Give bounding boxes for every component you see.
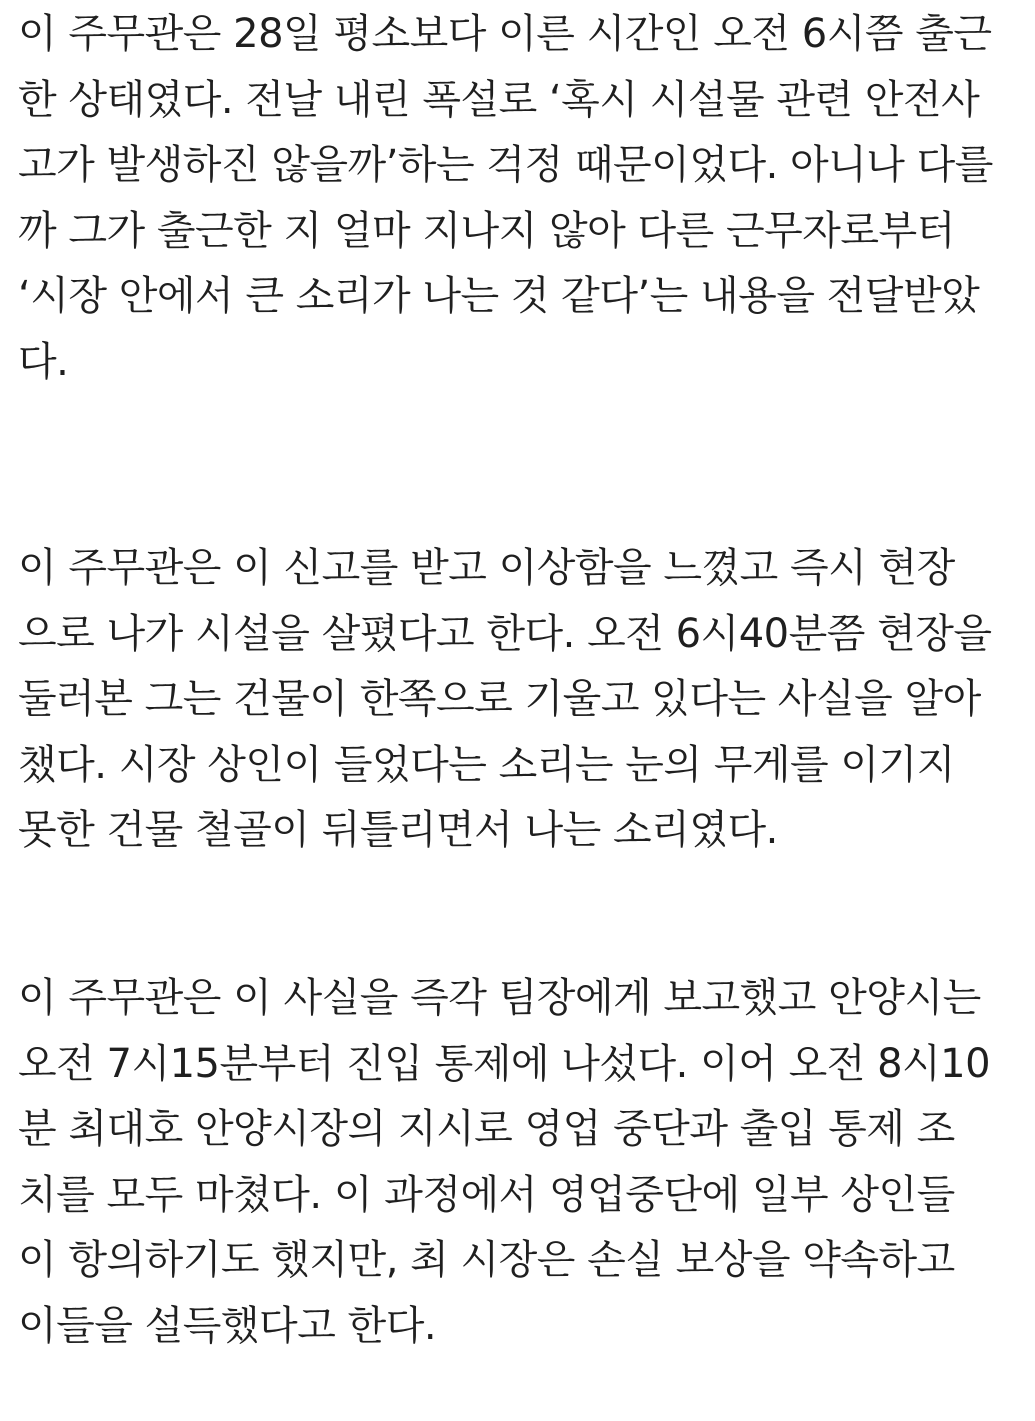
text-line: 못한 건물 철골이 뒤틀리면서 나는 소리였다. [18,807,778,853]
paragraph-2 [18,536,992,864]
text-line: 치를 모두 마쳤다. 이 과정에서 영업중단에 일부 상인들 [18,1171,955,1218]
text-line: 이들을 설득했다고 한다. [18,1302,437,1349]
text-line: 이 항의하기도 했지만, 최 시장은 손실 보상을 약속하고 [18,1237,955,1283]
paragraph-3 [18,966,990,1359]
text-line: 분 최대호 안양시장의 지시로 영업 중단과 출입 통제 조 [18,1106,955,1152]
text-line: 고가 발생하진 않을까’하는 걱정 때문이었다. 아니나 다를 [18,142,993,188]
paragraph-1 [18,2,993,395]
text-line: 한 상태였다. 전날 내린 폭설로 ‘혹시 시설물 관련 안전사 [18,76,980,123]
text-line: 둘러본 그는 건물이 한쪽으로 기울고 있다는 사실을 알아 [18,676,981,722]
text-line: ‘시장 안에서 큰 소리가 나는 것 같다’는 내용을 전달받았 [18,273,980,319]
text-line: 오전 7시15분부터 진입 통제에 나섰다. 이어 오전 8시10 [18,1040,991,1087]
text-line: 다. [18,338,69,385]
text-line: 으로 나가 시설을 살폈다고 한다. 오전 6시40분쯤 현장을 [18,610,992,657]
text-line: 까 그가 출근한 지 얼마 지나지 않아 다른 근무자로부터 [18,207,955,254]
text-line: 이 주무관은 28일 평소보다 이른 시간인 오전 6시쯤 출근 [18,11,992,57]
text-line: 이 주무관은 이 사실을 즉각 팀장에게 보고했고 안양시는 [18,975,981,1021]
text-line: 챘다. 시장 상인이 들었다는 소리는 눈의 무게를 이기지 [18,741,955,788]
text-line: 이 주무관은 이 신고를 받고 이상함을 느꼈고 즉시 현장 [18,545,955,591]
